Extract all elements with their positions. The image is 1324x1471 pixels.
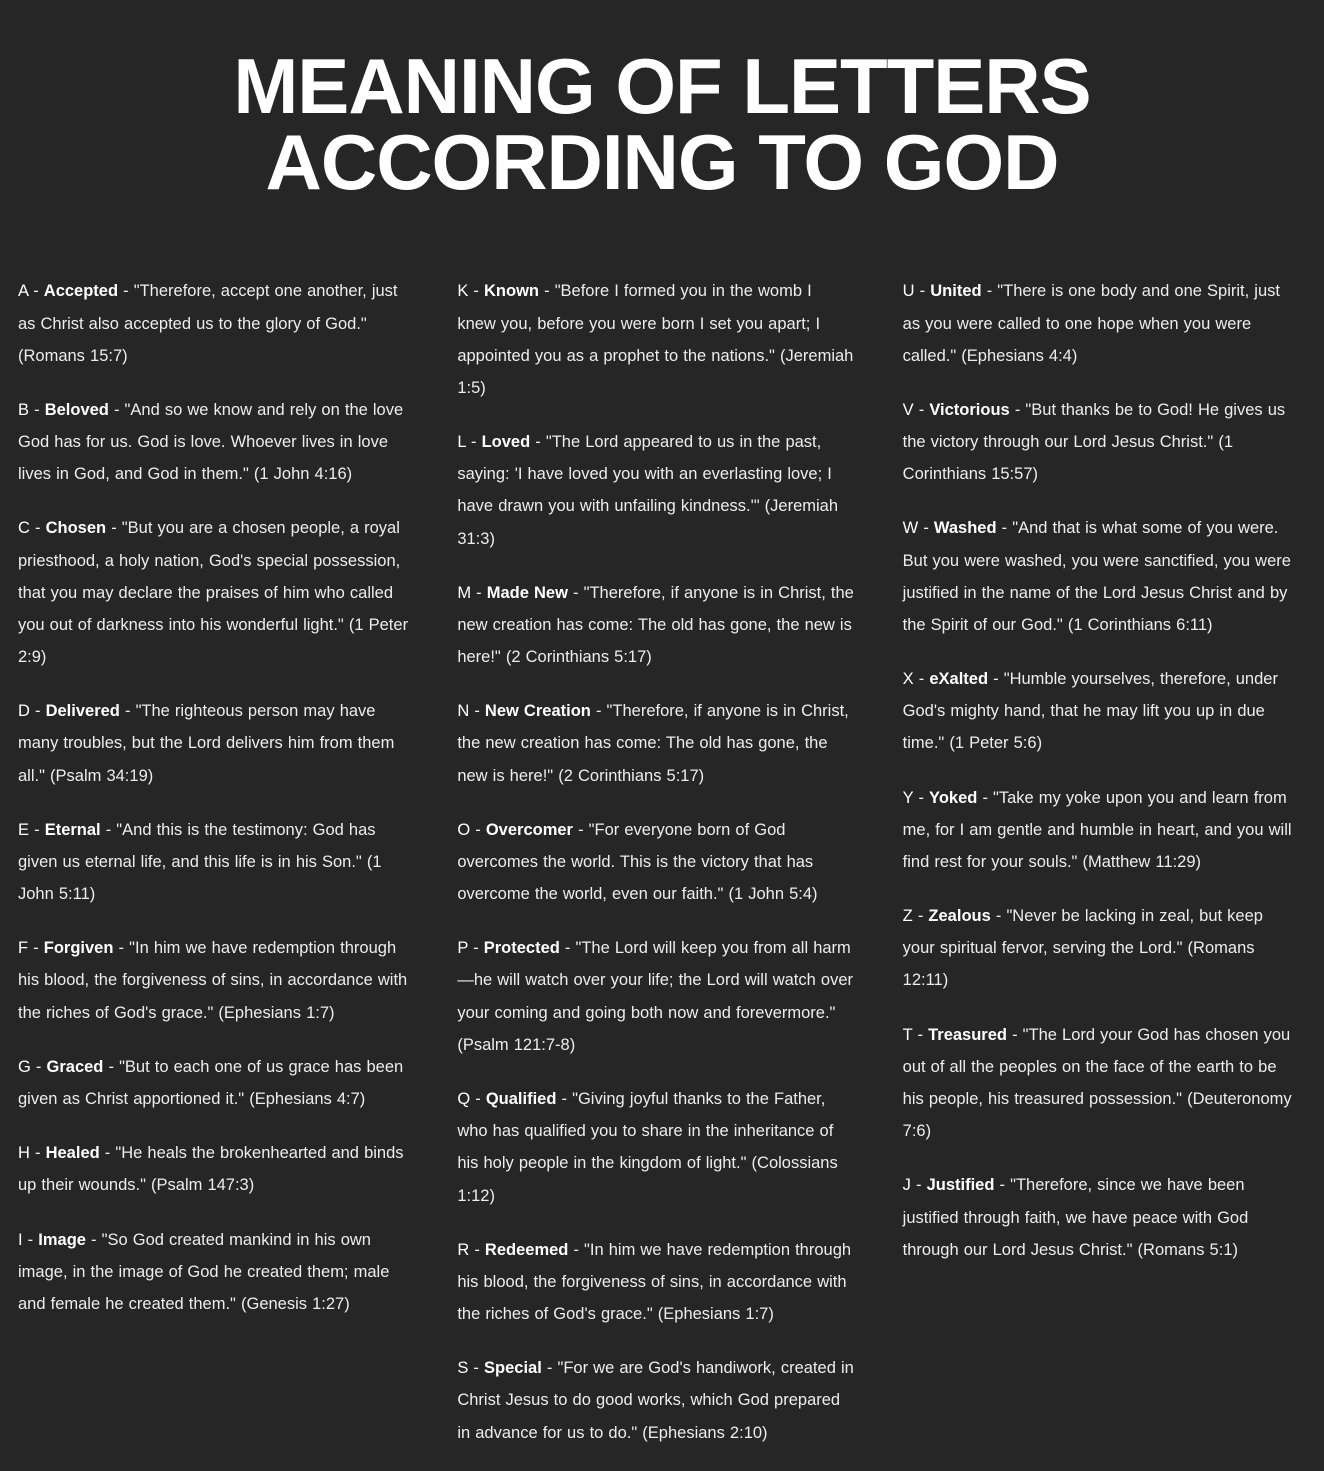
entry-letter: P [457, 939, 469, 958]
entry-text: - "Humble yourselves, therefore, under God's mighty hand, that he may lift you up in due time." (1 Peter 5:6) [902, 670, 1278, 753]
entry-letter: D [18, 702, 30, 721]
entry-text: - "But you are a chosen people, a royal priesthood, a holy nation, God's special possession, that you may declare the praises of him who called you out of darkness into his wonderful light." (1 Peter 2:9) [18, 519, 409, 667]
letter-entry: U - United - "There is one body and one Spirit, just as you were called to one hope when you were called." (Ephesians 4:4) [902, 282, 1280, 365]
entry-word: Beloved [44, 400, 109, 419]
entry-text: - "The righteous person may have many troubles, but the Lord delivers him from them all." (Psalm 34:19) [18, 702, 395, 785]
letter-entry: I - Image - "So God created mankind in his own image, in the image of God he created them; male and female he created them." (Genesis 1:27) [18, 1230, 390, 1313]
entry-word: Special [484, 1359, 542, 1378]
letter-entry: V - Victorious - "But thanks be to God! He gives us the victory through our Lord Jesus Christ." (1 Corinthians 15:57) [902, 400, 1286, 484]
entry-letter: M [457, 583, 472, 602]
letter-entry: Q - Qualified - "Giving joyful thanks to the Father, who has qualified you to share in the inheritance of his holy people in the kingdom of light." (Colossians 1:12) [457, 1089, 838, 1205]
entry-text: - "And that is what some of you were. But you were washed, you were sanctified, you were justified in the name of the Lord Jesus Christ and by the Spirit of our God." (1 Corinthians 6:11) [902, 519, 1291, 634]
entry-word: Qualified [485, 1089, 557, 1108]
entry-text: - "There is one body and one Spirit, just as you were called to one hope when you were called." (Ephesians 4:4) [902, 282, 1280, 365]
entry-letter: F [18, 939, 29, 958]
letter-entry: R - Redeemed - "In him we have redemption through his blood, the forgiveness of sins, in accordance with the riches of God's grace." (Ephesians 1:7) [457, 1240, 852, 1324]
entry-word: Protected [483, 939, 560, 958]
entry-text: - "Before I formed you in the womb I knew you, before you were born I set you apart; I appointed you as a prophet to the nations." (Jeremiah 1:5) [457, 282, 854, 397]
entry-text: - "For everyone born of God overcomes the world. This is the victory that has overcome the world, even our faith." (1 John 5:4) [457, 820, 818, 904]
entry-text: - "But thanks be to God! He gives us the victory through our Lord Jesus Christ." (1 Corinthians 15:57) [902, 400, 1286, 484]
entry-text: - "Never be lacking in zeal, but keep your spiritual fervor, serving the Lord." (Romans 12:11) [902, 907, 1263, 990]
letter-entry: C - Chosen - "But you are a chosen people, a royal priesthood, a holy nation, God's special possession, that you may declare the praises of him who called you out of darkness into his wonderful light." (1 Peter 2:9) [18, 519, 409, 667]
entry-letter: K [457, 282, 469, 301]
entry-letter: B [18, 400, 30, 419]
entry-text: - "In him we have redemption through his blood, the forgiveness of sins, in accordance with the riches of God's grace." (Ephesians 1:7) [457, 1240, 852, 1324]
entry-word: Accepted [43, 282, 119, 301]
letter-columns [0, 201, 1324, 1471]
letter-entry: X - eXalted - "Humble yourselves, therefore, under God's mighty hand, that he may lift you up in due time." (1 Peter 5:6) [902, 670, 1278, 753]
title-line-2: ACCORDING TO GOD [265, 118, 1059, 207]
entry-text: - "In him we have redemption through his blood, the forgiveness of sins, in accordance with the riches of God's grace." (Ephesians 1:7) [18, 939, 408, 1022]
title-line-1: MEANING OF LETTERS [233, 42, 1091, 130]
entry-letter: Z [902, 907, 913, 926]
entry-word: Overcomer [485, 820, 573, 839]
letter-entry: B - Beloved - "And so we know and rely on the love God has for us. God is love. Whoever lives in love lives in God, and God in them." (1 John 4:16) [18, 400, 404, 484]
entry-letter: S [457, 1359, 469, 1378]
entry-letter: E [18, 820, 30, 839]
entry-letter: I [18, 1230, 23, 1249]
entry-text: - "Therefore, if anyone is in Christ, the new creation has come: The old has gone, the new is here!" (2 Corinthians 5:17) [457, 583, 854, 667]
letter-entry: Y - Yoked - "Take my yoke upon you and learn from me, for I am gentle and humble in heart, and you will find rest for your souls." (Matthew 11:29) [902, 788, 1292, 871]
entry-letter: C [18, 519, 30, 538]
entry-text: - "But to each one of us grace has been given as Christ apportioned it." (Ephesians 4:7) [18, 1057, 404, 1108]
entry-word: Made New [486, 583, 568, 602]
entry-letter: V [902, 400, 914, 419]
letter-entry: M - Made New - "Therefore, if anyone is in Christ, the new creation has come: The old has gone, the new is here!" (2 Corinthians 5:17) [457, 583, 854, 667]
letter-entry: J - Justified - "Therefore, since we have been justified through faith, we have peace with God through our Lord Jesus Christ." (Romans 5:1) [902, 1176, 1249, 1259]
entry-word: Image [38, 1230, 86, 1249]
entry-letter: X [902, 670, 914, 689]
entry-word: Delivered [45, 702, 120, 721]
entry-word: New Creation [484, 702, 591, 721]
letter-entry: N - New Creation - "Therefore, if anyone is in Christ, the new creation has come: The old has gone, the new is here!" (2 Corinthians 5:17) [457, 702, 849, 785]
letter-entry: G - Graced - "But to each one of us grace has been given as Christ apportioned it." (Ephesians 4:7) [18, 1057, 404, 1108]
entry-word: Victorious [929, 400, 1010, 419]
letter-column-3 [893, 259, 1314, 1288]
entry-word: Justified [926, 1176, 995, 1195]
entry-text: - "Giving joyful thanks to the Father, who has qualified you to share in the inheritance of his holy people in the kingdom of light." (Colossians 1:12) [457, 1089, 838, 1205]
letter-entry: A - Accepted - "Therefore, accept one another, just as Christ also accepted us to the glory of God." (Romans 15:7) [18, 282, 398, 365]
letter-entry: H - Healed - "He heals the brokenhearted and binds up their wounds." (Psalm 147:3) [18, 1144, 404, 1195]
page-title [0, 0, 1324, 207]
entry-word: Treasured [928, 1025, 1007, 1044]
entry-word: Graced [46, 1057, 104, 1076]
letter-entry: D - Delivered - "The righteous person may have many troubles, but the Lord delivers him from them all." (Psalm 34:19) [18, 702, 395, 785]
entry-word: Loved [481, 433, 531, 452]
letter-entry: Z - Zealous - "Never be lacking in zeal, but keep your spiritual fervor, serving the Lord." (Romans 12:11) [902, 907, 1263, 990]
entry-text: - "The Lord your God has chosen you out of all the peoples on the face of the earth to be his people, his treasured possession." (Deuteronomy 7:6) [902, 1025, 1292, 1141]
entry-text: - "He heals the brokenhearted and binds up their wounds." (Psalm 147:3) [18, 1144, 404, 1195]
entry-text: - "For we are God's handiwork, created in Christ Jesus to do good works, which God prepared in advance for us to do." (Ephesians 2:10) [457, 1359, 854, 1442]
letter-entry: W - Washed - "And that is what some of you were. But you were washed, you were sanctified, you were justified in the name of the Lord Jesus Christ and by the Spirit of our God." (1 Corinthians 6:11) [902, 519, 1291, 634]
letter-entry: T - Treasured - "The Lord your God has chosen you out of all the peoples on the face of the earth to be his people, his treasured possession." (Deuteronomy 7:6) [902, 1025, 1292, 1141]
entry-letter: Y [902, 788, 914, 807]
entry-word: eXalted [929, 670, 989, 689]
letter-column-1 [10, 259, 419, 1342]
entry-word: Eternal [44, 820, 101, 839]
entry-letter: W [902, 519, 919, 538]
entry-letter: A [18, 282, 29, 301]
entry-text: - "Therefore, if anyone is in Christ, the new creation has come: The old has gone, the new is here!" (2 Corinthians 5:17) [457, 702, 849, 785]
entry-word: Yoked [929, 788, 978, 807]
letter-entry: O - Overcomer - "For everyone born of God overcomes the world. This is the victory that has overcome the world, even our faith." (1 John 5:4) [457, 820, 818, 904]
entry-word: Washed [933, 519, 997, 538]
entry-word: Healed [45, 1144, 100, 1163]
entry-word: Redeemed [484, 1240, 569, 1259]
entry-letter: T [902, 1025, 913, 1044]
entry-word: Zealous [928, 907, 991, 926]
entry-text: - "Therefore, since we have been justified through faith, we have peace with God through our Lord Jesus Christ." (Romans 5:1) [902, 1176, 1249, 1259]
letter-entry: F - Forgiven - "In him we have redemption through his blood, the forgiveness of sins, in accordance with the riches of God's grace." (Ephesians 1:7) [18, 939, 408, 1022]
letter-entry: P - Protected - "The Lord will keep you from all harm—he will watch over your life; the Lord will watch over your coming and going both now and forevermore." (Psalm 121:7-8) [457, 939, 853, 1054]
entry-letter: N [457, 702, 470, 721]
entry-text: - "And this is the testimony: God has given us eternal life, and this life is in his Son." (1 John 5:11) [18, 820, 382, 904]
entry-text: - "And so we know and rely on the love God has for us. God is love. Whoever lives in love lives in God, and God in them." (1 John 4:16) [18, 400, 404, 484]
entry-text: - "The Lord will keep you from all harm—he will watch over your life; the Lord will watch over your coming and going both now and forevermore." (Psalm 121:7-8) [457, 939, 853, 1054]
entry-letter: U [902, 282, 915, 301]
entry-word: United [930, 282, 982, 301]
entry-letter: J [902, 1176, 911, 1195]
letter-entry: L - Loved - "The Lord appeared to us in the past, saying: 'I have loved you with an everlasting love; I have drawn you with unfailing kindness.'" (Jeremiah 31:3) [457, 433, 839, 548]
entry-letter: H [18, 1144, 30, 1163]
letter-entry: K - Known - "Before I formed you in the womb I knew you, before you were born I set you apart; I appointed you as a prophet to the nations." (Jeremiah 1:5) [457, 282, 854, 397]
entry-text: - "Therefore, accept one another, just as Christ also accepted us to the glory of God." (Romans 15:7) [18, 282, 398, 365]
entry-letter: O [457, 820, 471, 839]
entry-letter: L [457, 433, 466, 452]
entry-word: Chosen [45, 519, 107, 538]
entry-letter: G [18, 1057, 31, 1076]
letter-entry: S - Special - "For we are God's handiwork, created in Christ Jesus to do good works, which God prepared in advance for us to do." (Ephesians 2:10) [457, 1359, 854, 1442]
entry-text: - "Take my yoke upon you and learn from me, for I am gentle and humble in heart, and you will find rest for your souls." (Matthew 11:29) [902, 788, 1292, 871]
letter-entry: E - Eternal - "And this is the testimony: God has given us eternal life, and this life is in his Son." (1 John 5:11) [18, 820, 382, 904]
entry-letter: Q [457, 1089, 471, 1108]
entry-letter: R [457, 1240, 470, 1259]
entry-text: - "So God created mankind in his own image, in the image of God he created them; male and female he created them." (Genesis 1:27) [18, 1230, 390, 1313]
entry-word: Known [484, 282, 540, 301]
entry-text: - "The Lord appeared to us in the past, saying: 'I have loved you with an everlasting love; I have drawn you with unfailing kindness.'" (Jeremiah 31:3) [457, 433, 839, 548]
letter-column-2 [451, 259, 860, 1471]
entry-word: Forgiven [43, 939, 114, 958]
